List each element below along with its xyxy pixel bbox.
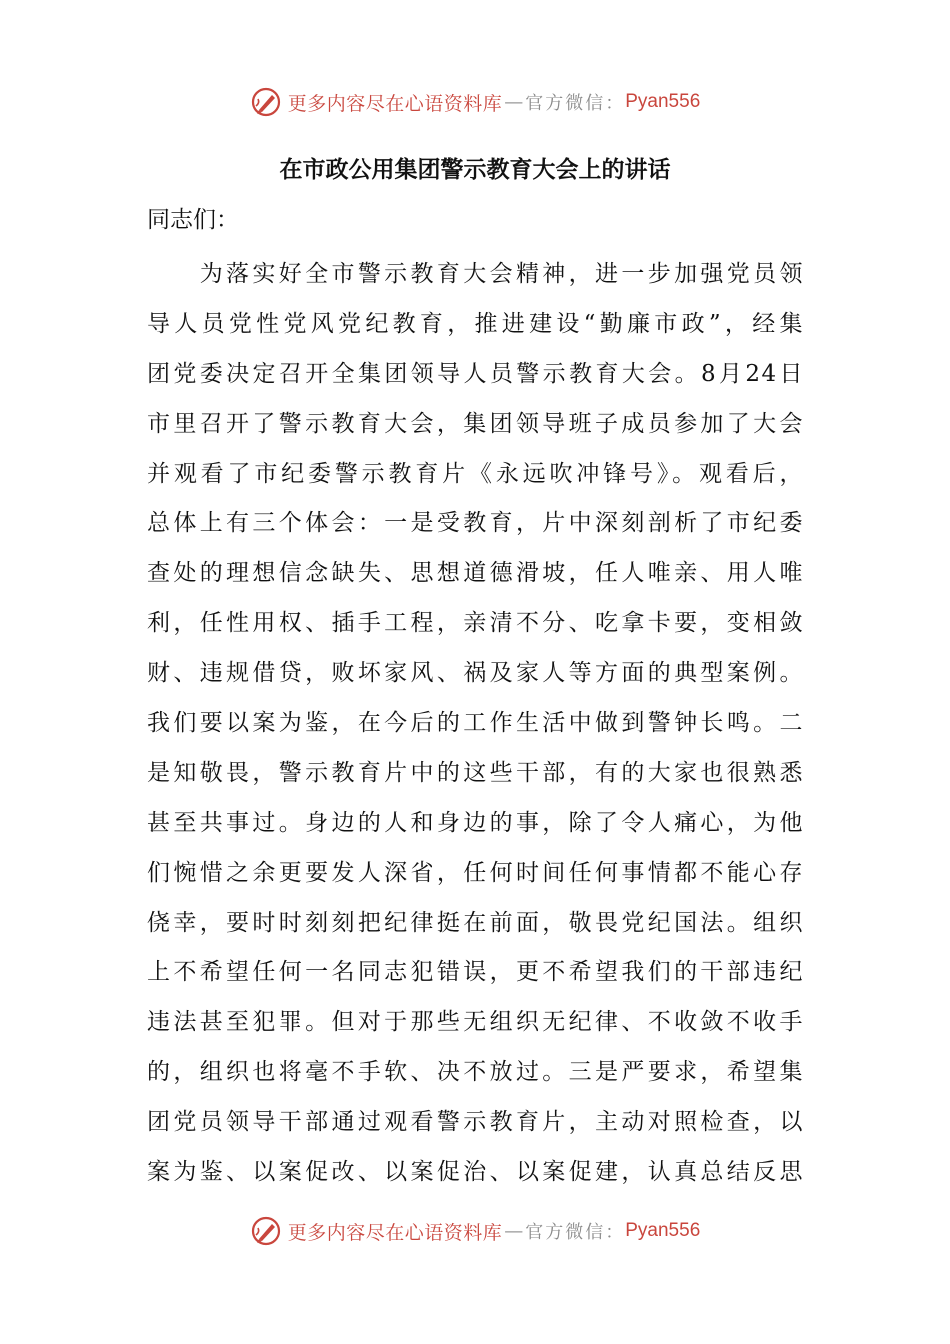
banner-wechat-label: 官方微信： (525, 93, 626, 114)
banner-wechat-id: Pyan556 (625, 1220, 701, 1241)
body-line: 团党员领导干部通过观看警示教育片，主动对照检查，以 (147, 1109, 804, 1136)
salutation: 同志们： (147, 207, 239, 233)
pen-logo-icon (250, 1215, 282, 1247)
banner-separator: — (504, 1220, 524, 1242)
body-line: 为落实好全市警示教育大会精神，进一步加强党员领 (147, 261, 804, 287)
banner-text: 更多内容尽在心语资料库 (287, 1221, 503, 1244)
pen-logo-icon (250, 86, 282, 118)
footer-banner (0, 1211, 950, 1251)
body-line: 侥幸，要时时刻刻把纪律挺在前面，敬畏党纪国法。组织 (147, 909, 804, 936)
body-line: 导人员党性党风党纪教育，推进建设“勤廉市政”，经集 (147, 310, 804, 337)
header-banner (0, 82, 950, 122)
body-line: 团党委决定召开全集团领导人员警示教育大会。8月24日 (147, 360, 804, 387)
body-line: 我们要以案为鉴，在今后的工作生活中做到警钟长鸣。二 (147, 710, 804, 737)
body-line: 是知敬畏，警示教育片中的这些干部，有的大家也很熟悉 (147, 759, 804, 786)
body-line: 利，任性用权、插手工程，亲清不分、吃拿卡要，变相敛 (147, 610, 804, 637)
body-line: 市里召开了警示教育大会，集团领导班子成员参加了大会 (147, 410, 804, 437)
body-line: 财、违规借贷，败坏家风、祸及家人等方面的典型案例。 (147, 660, 804, 687)
document-body (147, 250, 804, 1198)
body-line: 违法甚至犯罪。但对于那些无组织无纪律、不收敛不收手 (147, 1009, 804, 1036)
body-line: 的，组织也将毫不手软、决不放过。三是严要求，希望集 (147, 1059, 804, 1086)
banner-wechat-id: Pyan556 (625, 91, 701, 112)
body-line: 甚至共事过。身边的人和身边的事，除了令人痛心，为他 (147, 809, 804, 836)
banner-wechat-label: 官方微信： (525, 1222, 626, 1243)
document-title: 在市政公用集团警示教育大会上的讲话 (279, 157, 671, 183)
body-line: 总体上有三个体会：一是受教育，片中深刻剖析了市纪委 (147, 510, 804, 537)
body-line: 并观看了市纪委警示教育片《永远吹冲锋号》。观看后， (147, 460, 804, 487)
body-line: 查处的理想信念缺失、思想道德滑坡，任人唯亲、用人唯 (147, 560, 804, 587)
body-line: 上不希望任何一名同志犯错误，更不希望我们的干部违纪 (147, 959, 804, 986)
banner-separator: — (504, 91, 524, 113)
body-line: 们惋惜之余更要发人深省，任何时间任何事情都不能心存 (147, 859, 804, 886)
banner-text: 更多内容尽在心语资料库 (287, 92, 503, 115)
body-line: 案为鉴、以案促改、以案促治、以案促建，认真总结反思 (147, 1159, 804, 1186)
